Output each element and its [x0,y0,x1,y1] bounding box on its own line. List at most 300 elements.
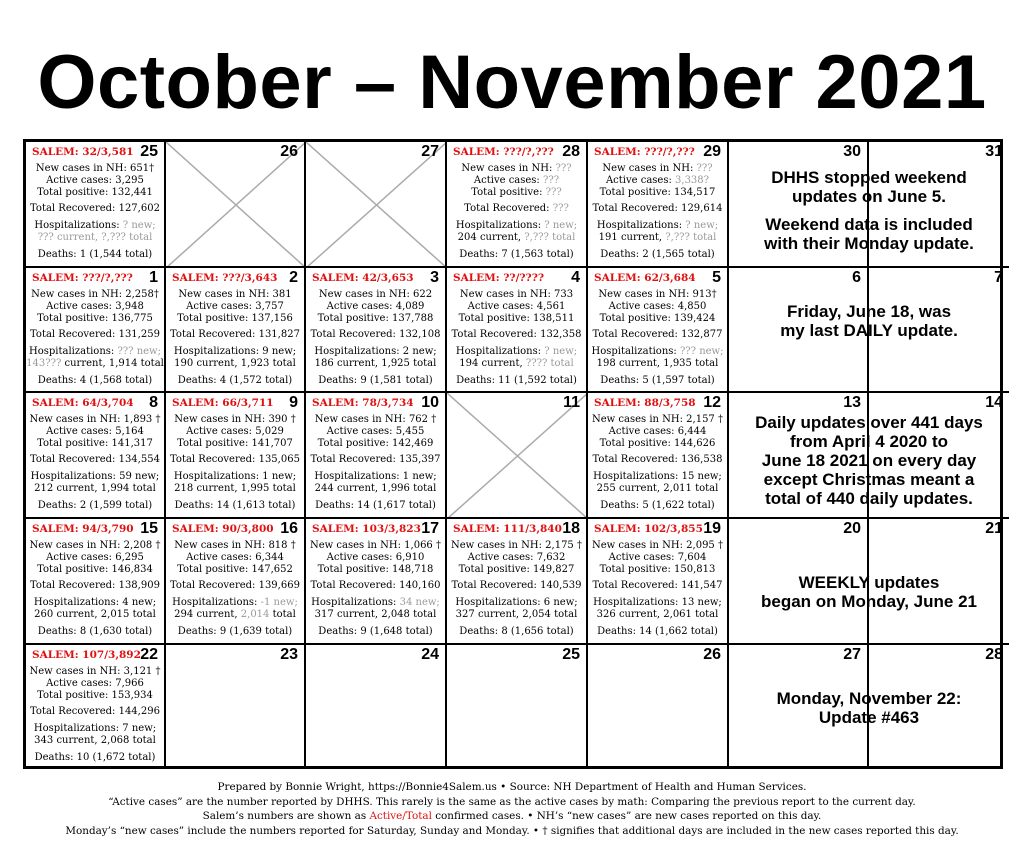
hospitalizations-new [26,723,164,735]
hospitalizations-new [26,220,164,232]
day-stats [447,540,586,638]
total-positive [306,313,445,325]
active-cases-value: Active cases: [605,174,676,186]
total-positive-value: Total positive: 149,827 [458,563,575,575]
new-cases-value: New cases in NH: 913† [598,289,717,300]
footer-active-total-label: Active/Total [369,810,432,823]
day-number: 30 [843,143,861,160]
day-number: 29 [703,143,721,160]
hospitalizations-new-value: Hospitalizations: [172,597,261,609]
total-recovered [166,454,304,466]
active-cases-unknown: ??? [542,174,560,186]
day-stats [26,666,164,764]
day-stats [166,414,304,512]
hospitalizations-total-value: 198 current, 1,935 total [596,357,719,369]
total-recovered [26,329,164,341]
new-cases-value: New cases in NH: [461,163,556,174]
total-recovered-value: Total Recovered: 134,554 [30,454,160,466]
active-cases [588,552,727,564]
deaths [306,626,445,638]
day-stats [166,540,304,638]
day-number: 8 [149,394,158,411]
total-recovered-value: Total Recovered: 135,065 [170,454,300,466]
total-recovered [588,329,727,341]
calendar-day-cell [166,519,306,645]
active-cases [26,678,164,690]
day-number: 13 [843,394,861,411]
deaths-value: Deaths: 9 (1,648 total) [318,625,433,637]
total-positive-value: Total positive: [471,186,546,198]
deaths-value: Deaths: 14 (1,613 total) [174,499,296,511]
salem-cases: SALEM: 66/3,711 [172,397,274,409]
hospitalizations-total [588,609,727,621]
calendar-day-cell [588,519,729,645]
new-cases [166,289,304,301]
calendar-day-cell [447,268,588,393]
deaths-value: Deaths: 2 (1,599 total) [37,499,153,511]
day-number: 6 [852,269,861,286]
deaths [26,375,164,387]
calendar-day-cell [447,519,588,645]
weekend-note-line: June 18 2021 on every day [761,451,977,470]
total-recovered [26,580,164,592]
hospitalizations-new [26,597,164,609]
total-recovered [447,203,586,215]
deaths [447,375,586,387]
hospitalizations-new-value: Hospitalizations: 1 new; [314,471,437,483]
footer-line-3-post: confirmed cases. • NH’s “new cases” are new cases reported on this day. [431,810,822,823]
total-recovered [306,329,445,341]
hospitalizations-new-unknown: ? new; [544,220,578,232]
hospitalizations-total-value: 190 current, 1,923 total [174,357,296,369]
active-cases [26,426,164,438]
hospitalizations-total [166,609,304,621]
hospitalizations-total-value: 244 current, 1,996 total [314,482,437,494]
active-cases [306,552,445,564]
deaths-value: Deaths: 5 (1,622 total) [600,499,715,511]
new-cases-value: New cases in NH: 2,095 † [592,540,723,551]
deaths-value: Deaths: 11 (1,592 total) [456,374,577,386]
calendar-day-cell [447,645,588,766]
total-positive-value: Total positive: 137,788 [317,312,434,324]
day-stats [588,540,727,638]
hospitalizations-new [26,471,164,483]
day-stats [588,289,727,387]
active-cases-value: Active cases: 4,089 [326,300,425,312]
day-number: 28 [985,646,1003,663]
hospitalizations-new [588,597,727,609]
active-cases [26,552,164,564]
hospitalizations-total-unknown: ?,??? total [665,231,717,243]
weekend-note-line: total of 440 daily updates. [765,489,973,508]
total-recovered-value: Total Recovered: 129,614 [592,203,723,215]
hospitalizations-total-unknown: ???? total [525,357,574,369]
hospitalizations-new-value: Hospitalizations: [34,220,123,232]
day-number: 28 [562,143,580,160]
total-recovered-value: Total Recovered: 135,397 [310,454,441,466]
weekend-note-line: Weekend data is included [765,215,973,234]
total-positive-value: Total positive: 132,441 [37,186,153,198]
hospitalizations-new [166,471,304,483]
deaths-value: Deaths: 4 (1,568 total) [37,374,153,386]
total-recovered-value: Total Recovered: 132,877 [592,329,723,341]
salem-cases: SALEM: ???/3,643 [172,272,278,284]
new-cases-value: New cases in NH: 2,157 † [592,414,723,425]
deaths [26,249,164,261]
total-positive [588,313,727,325]
hospitalizations-new-value: Hospitalizations: 15 new; [593,471,722,483]
footer-line-3-pre: Salem’s numbers are shown as [202,810,370,823]
day-number: 2 [289,269,298,286]
hospitalizations-new-value: Hospitalizations: 2 new; [314,346,437,358]
hospitalizations-new-value: Hospitalizations: [591,346,680,358]
total-recovered [26,706,164,718]
salem-cases: SALEM: 107/3,892 [32,649,141,661]
calendar-day-cell [26,519,166,645]
total-positive-value: Total positive: 146,834 [37,563,153,575]
day-number: 4 [571,269,580,286]
hospitalizations-total-unknown: 2,014 [240,608,270,620]
new-cases [166,540,304,552]
new-cases-value: New cases in NH: [602,163,697,174]
day-number: 16 [280,520,298,537]
weekend-note-line: Monday, November 22: [776,689,962,708]
hospitalizations-total-unknown: ?,??? total [524,231,576,243]
total-recovered-value: Total Recovered: 132,358 [451,329,582,341]
total-positive-value: Total positive: 144,626 [599,437,716,449]
hospitalizations-new [588,346,727,358]
day-number: 27 [843,646,861,663]
hospitalizations-new [588,220,727,232]
deaths-value: Deaths: 8 (1,656 total) [459,625,574,637]
deaths [306,500,445,512]
page-title: October – November 2021 [37,40,987,125]
hospitalizations-total-value: 212 current, 1,994 total [34,482,156,494]
salem-cases: SALEM: 32/3,581 [32,146,134,158]
hospitalizations-total-value: 317 current, 2,048 total [314,608,437,620]
new-cases [306,414,445,426]
day-stats [26,289,164,387]
day-number: 5 [712,269,721,286]
salem-cases: SALEM: 94/3,790 [32,523,134,535]
active-cases-unknown: 3,338? [675,174,710,186]
total-positive-value: Total positive: 153,934 [37,689,153,701]
hospitalizations-new-value: Hospitalizations: [455,220,545,232]
total-recovered [306,580,445,592]
active-cases [166,426,304,438]
active-cases [447,552,586,564]
new-cases-value: New cases in NH: 3,121 † [29,666,161,677]
day-number: 10 [421,394,439,411]
active-cases-value: Active cases: 6,295 [46,551,144,563]
total-positive [306,438,445,450]
day-number: 26 [703,646,721,663]
total-positive-unknown: ??? [545,186,562,198]
footer-line-4: Monday’s “new cases” include the numbers reported for Saturday, Sunday and Monday. • † signifies that additional days are included in the new cases reported this day. [65,824,959,837]
new-cases [588,540,727,552]
total-recovered-value: Total Recovered: 140,160 [310,580,441,592]
weekend-note [729,302,1009,340]
hospitalizations-new-value: Hospitalizations: 13 new; [593,597,722,609]
new-cases-value: New cases in NH: 651† [35,163,155,174]
deaths-value: Deaths: 4 (1,572 total) [177,374,293,386]
new-cases [166,414,304,426]
salem-cases: SALEM: ???/?,??? [32,272,133,284]
hospitalizations-new-value: Hospitalizations: 4 new; [33,597,157,609]
active-cases-value: Active cases: 3,295 [46,174,144,186]
total-positive [26,187,164,199]
active-cases-value: Active cases: 3,948 [46,300,144,312]
active-cases-value: Active cases: 7,632 [467,551,566,563]
active-cases-value: Active cases: 3,757 [186,300,284,312]
total-recovered [166,580,304,592]
day-number: 9 [289,394,298,411]
day-stats [447,163,586,261]
day-number: 24 [421,646,439,663]
deaths [166,500,304,512]
hospitalizations-new-value: Hospitalizations: 9 new; [173,346,297,358]
deaths [447,626,586,638]
active-cases-value: Active cases: 7,966 [46,677,144,689]
deaths [588,500,727,512]
new-cases-value: New cases in NH: 2,208 † [29,540,161,551]
hospitalizations-total [447,232,586,244]
new-cases-value: New cases in NH: 1,893 † [29,414,161,425]
hospitalizations-total [166,358,304,370]
total-recovered [447,580,586,592]
hospitalizations-total-suffix: total [269,608,296,620]
weekend-note [729,413,1009,508]
active-cases [306,301,445,313]
hospitalizations-total-value: 255 current, 2,011 total [596,482,719,494]
day-number: 31 [985,143,1003,160]
new-cases-value: New cases in NH: 2,175 † [451,540,582,551]
hospitalizations-new [447,346,586,358]
deaths [26,752,164,764]
new-cases-value: New cases in NH: 2,258† [31,289,159,300]
day-stats [588,163,727,261]
active-cases [166,552,304,564]
day-number: 1 [149,269,158,286]
new-cases [26,289,164,301]
total-positive [166,438,304,450]
total-recovered [306,454,445,466]
footer-notes [0,780,1024,838]
deaths [166,375,304,387]
hospitalizations-new-unknown: ??? new; [117,346,161,358]
total-positive-value: Total positive: 150,813 [599,563,716,575]
footer-line-2: “Active cases” are the number reported by DHHS. This rarely is the same as the active cases by math: Comparing the previous report to the current day. [108,795,916,808]
day-number: 21 [985,520,1003,537]
footer-line-1: Prepared by Bonnie Wright, https://Bonnie4Salem.us • Source: NH Department of Health and Human Services. [217,781,807,793]
deaths-value: Deaths: 9 (1,581 total) [318,374,433,386]
day-number: 14 [985,394,1003,411]
active-cases [447,301,586,313]
day-stats [306,289,445,387]
total-recovered-value: Total Recovered: 139,669 [170,580,300,592]
new-cases [26,163,164,175]
total-recovered-unknown: ??? [552,203,569,215]
weekend-note-line: from April 4 2020 to [789,432,949,451]
salem-cases: SALEM: ???/?,??? [594,146,695,158]
day-number: 18 [562,520,580,537]
total-positive-value: Total positive: 142,469 [317,437,434,449]
hospitalizations-new-value: Hospitalizations: 7 new; [33,723,157,735]
active-cases [166,301,304,313]
new-cases-value: New cases in NH: 1,066 † [310,540,441,551]
calendar-day-cell [166,268,306,393]
deaths-value: Deaths: 10 (1,672 total) [34,751,156,763]
hospitalizations-total [588,358,727,370]
hospitalizations-new-unknown: ? new; [544,346,578,358]
day-number: 17 [421,520,439,537]
calendar-day-cell [306,645,447,766]
weekend-note-line: my last DAILY update. [780,321,958,340]
day-number: 11 [563,394,580,411]
day-number: 7 [994,269,1003,286]
hospitalizations-new-value: Hospitalizations: 6 new; [455,597,578,609]
day-number: 19 [703,520,721,537]
hospitalizations-total-value: 343 current, 2,068 total [34,734,156,746]
hospitalizations-total-unknown: ??? current, ?,??? total [37,231,153,243]
total-positive-value: Total positive: 141,317 [37,437,153,449]
day-stats [26,540,164,638]
total-recovered [26,454,164,466]
day-number: 15 [140,520,158,537]
total-positive-value: Total positive: 148,718 [317,563,434,575]
active-cases-value: Active cases: [473,174,543,186]
hospitalizations-total-value: 191 current, [598,231,666,243]
hospitalizations-new-value: Hospitalizations: [311,597,400,609]
hospitalizations-new [26,346,164,358]
hospitalizations-total-value: 294 current, [174,608,241,620]
weekend-note-line: Update #463 [818,708,920,727]
new-cases [306,540,445,552]
total-positive [588,187,727,199]
hospitalizations-new [306,597,445,609]
weekend-note-line: except Christmas meant a [763,470,975,489]
hospitalizations-total-value: 194 current, [459,357,526,369]
hospitalizations-total [26,609,164,621]
salem-cases: SALEM: 103/3,823 [312,523,421,535]
total-recovered-value: Total Recovered: 127,602 [30,203,160,215]
active-cases [26,175,164,187]
deaths [588,249,727,261]
day-number: 12 [703,394,721,411]
salem-cases: SALEM: 42/3,653 [312,272,414,284]
total-recovered-value: Total Recovered: 132,108 [310,329,441,341]
weekend-note-line: with their Monday update. [764,234,974,253]
deaths-value: Deaths: 2 (1,565 total) [600,248,715,260]
active-cases [306,426,445,438]
calendar-grid [23,139,1003,769]
deaths [26,626,164,638]
hospitalizations-new-value: Hospitalizations: [29,346,118,358]
day-number: 23 [280,646,298,663]
new-cases [447,289,586,301]
calendar-day-cell [588,393,729,519]
total-recovered-value: Total Recovered: [464,203,553,215]
footer-line-3 [0,809,1024,824]
new-cases [26,540,164,552]
total-recovered-value: Total Recovered: 144,296 [30,706,160,718]
calendar-day-cell [306,519,447,645]
day-stats [588,414,727,512]
new-cases [588,414,727,426]
hospitalizations-total [26,358,164,370]
hospitalizations-total-value: 326 current, 2,061 total [596,608,719,620]
hospitalizations-new [166,346,304,358]
calendar-day-cell [26,645,166,766]
hospitalizations-new-value: Hospitalizations: [455,346,545,358]
salem-cases: SALEM: 78/3,734 [312,397,414,409]
hospitalizations-new [447,220,586,232]
total-positive-value: Total positive: 147,652 [177,563,293,575]
deaths-value: Deaths: 9 (1,639 total) [177,625,293,637]
weekend-note-line: WEEKLY updates [798,573,940,592]
total-positive-value: Total positive: 137,156 [177,312,293,324]
new-cases-value: New cases in NH: 390 † [174,414,296,425]
hospitalizations-new-unknown: -1 new; [260,597,298,609]
weekend-note-line: began on Monday, June 21 [761,592,977,611]
active-cases [588,301,727,313]
hospitalizations-total [588,483,727,495]
total-positive-value: Total positive: 138,511 [458,312,575,324]
hospitalizations-total [447,609,586,621]
deaths [26,500,164,512]
deaths-value: Deaths: 1 (1,544 total) [37,248,153,260]
hospitalizations-new-unknown: ??? new; [679,346,724,358]
total-positive-value: Total positive: 136,775 [37,312,153,324]
hospitalizations-new-unknown: ? new; [685,220,719,232]
active-cases-value: Active cases: 4,561 [467,300,566,312]
weekend-note-line: Daily updates over 441 days [755,413,983,432]
hospitalizations-total-value: 204 current, [457,231,525,243]
deaths [447,249,586,261]
deaths [588,375,727,387]
weekend-note [729,689,1009,727]
day-number: 3 [430,269,439,286]
active-cases [26,301,164,313]
salem-cases: SALEM: 102/3,855 [594,523,703,535]
hospitalizations-total [26,735,164,747]
total-recovered-value: Total Recovered: 138,909 [30,580,160,592]
total-recovered [588,203,727,215]
hospitalizations-total [588,232,727,244]
active-cases-value: Active cases: 6,444 [608,425,707,437]
total-positive [588,438,727,450]
hospitalizations-total-unknown: 143??? [26,357,62,369]
day-number: 26 [280,143,298,160]
salem-cases: SALEM: 111/3,840 [453,523,562,535]
calendar-day-cell [306,268,447,393]
active-cases-value: Active cases: 5,455 [326,425,425,437]
total-recovered [166,329,304,341]
deaths-value: Deaths: 8 (1,630 total) [37,625,153,637]
deaths-value: Deaths: 7 (1,563 total) [459,248,574,260]
hospitalizations-total-value: 260 current, 2,015 total [34,608,156,620]
total-positive [447,564,586,576]
total-recovered [447,329,586,341]
hospitalizations-new-value: Hospitalizations: 59 new; [30,471,160,483]
hospitalizations-total [306,358,445,370]
new-cases-value: New cases in NH: 622 [318,289,433,300]
active-cases-value: Active cases: 5,029 [186,425,284,437]
calendar-day-cell [588,268,729,393]
deaths-value: Deaths: 14 (1,617 total) [315,499,436,511]
calendar-day-cell [166,645,306,766]
weekend-note-line: DHHS stopped weekend [771,168,967,187]
